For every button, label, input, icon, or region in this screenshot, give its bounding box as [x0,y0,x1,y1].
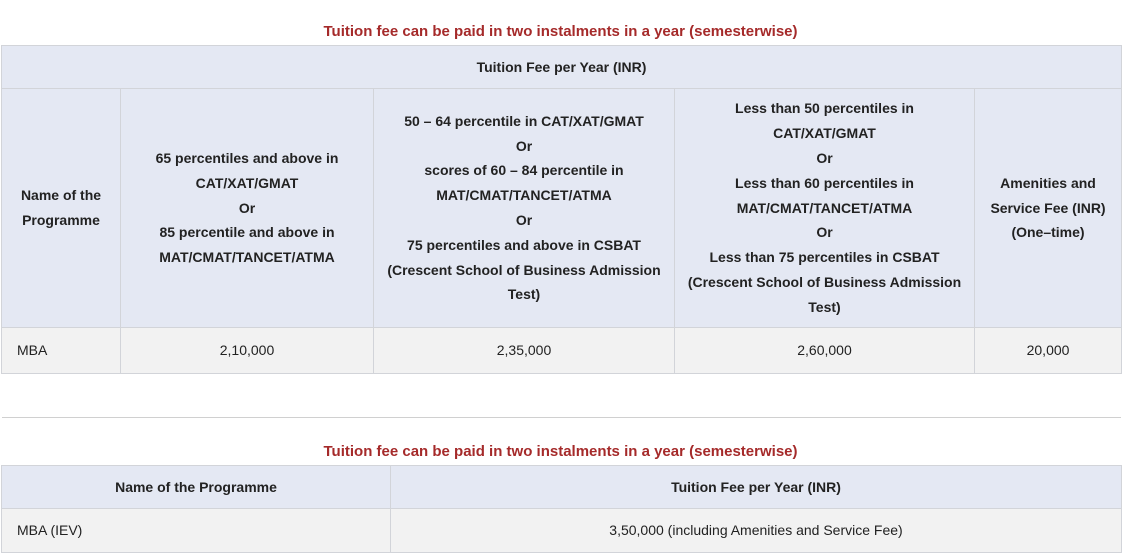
header-line: MAT/CMAT/TANCET/ATMA [736,199,913,216]
header-line: MAT/CMAT/TANCET/ATMA [436,187,612,204]
header-line: MAT/CMAT/TANCET/ATMA [159,249,335,266]
header-line: Service Fee (INR) [990,199,1106,216]
col-header-programme [2,89,121,328]
header-line: Test) [507,286,541,303]
header-line: 50 – 64 percentile in CAT/XAT/GMAT [404,112,644,129]
table-header-row [2,466,1122,509]
cell-fee-tier-2: 2,35,000 [374,328,675,374]
col-header-tier-1 [121,89,374,328]
fee-table-mba-iev [1,465,1122,553]
header-line: Programme [22,212,100,228]
table-header-row [2,46,1122,89]
col-header-programme: Name of the Programme [2,466,391,509]
header-line: Name of the [20,187,102,204]
table-header-row [2,89,1122,328]
header-line: Less than 50 percentiles in [735,100,914,117]
header-line: (Crescent School of Business Admission [387,261,661,278]
group-header-tuition-fee: Tuition Fee per Year (INR) [2,46,1122,89]
header-line: (One–time) [1011,224,1085,241]
header-line: 85 percentile and above in [159,224,335,241]
cell-programme: MBA [2,328,121,374]
fee-caption: Tuition fee can be paid in two instalments in a year (semesterwise) [323,443,798,460]
header-line: CAT/XAT/GMAT [195,174,299,191]
col-header-amenities [975,89,1122,328]
col-header-tier-3 [675,89,975,328]
header-line: Or [816,224,833,241]
cell-amenities-fee: 20,000 [975,328,1122,374]
header-line: 65 percentiles and above in [155,150,339,166]
header-line: (Crescent School of Business Admission [687,273,962,290]
col-header-tuition-fee: Tuition Fee per Year (INR) [391,466,1122,509]
header-line: 75 percentiles and above in CSBAT [407,236,641,253]
cell-programme: MBA (IEV) [2,509,391,553]
cell-tuition-fee: 3,50,000 (including Amenities and Service Fee) [391,509,1122,553]
fee-caption: Tuition fee can be paid in two instalments in a year (semesterwise) [323,23,798,40]
header-line: Or [515,137,533,154]
header-line: Or [515,212,533,228]
header-line: Test) [808,298,841,315]
header-line: Less than 60 percentiles in [735,174,914,191]
header-line: Or [238,199,256,216]
cell-fee-tier-3: 2,60,000 [675,328,975,374]
header-line: Less than 75 percentiles in CSBAT [709,249,940,266]
cell-fee-tier-1: 2,10,000 [121,328,374,374]
table-row [2,509,1122,553]
col-header-tier-2 [374,89,675,328]
header-line: Or [816,150,833,166]
header-line: Amenities and [1000,174,1096,191]
header-line: scores of 60 – 84 percentile in [424,162,624,179]
fee-table-mba [1,45,1122,374]
header-line: CAT/XAT/GMAT [773,125,876,142]
section-divider [2,417,1121,418]
table-row [2,328,1122,374]
